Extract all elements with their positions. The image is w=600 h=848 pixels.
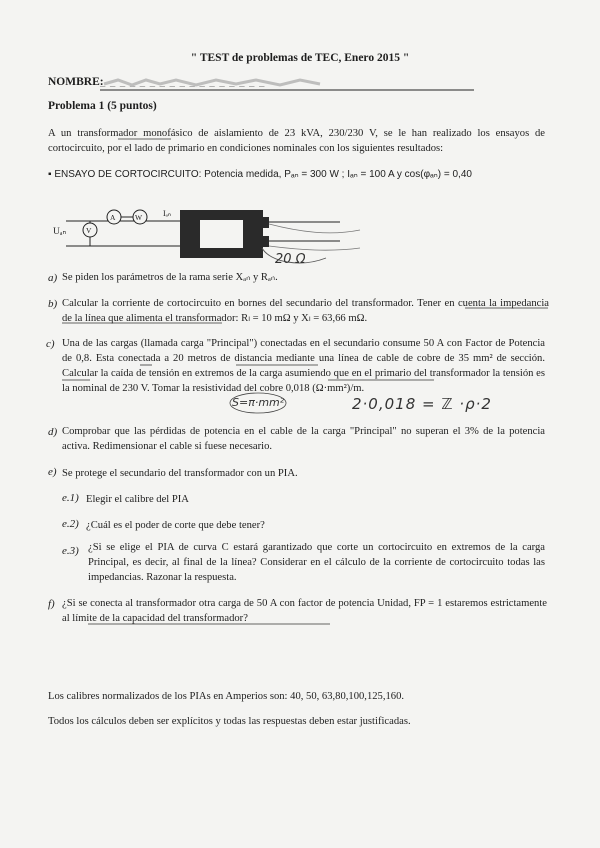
item-e3-marker: e.3) (62, 545, 79, 557)
handwritten-formula: 2·0,018 = ℤ ·ρ·2 (352, 395, 492, 413)
item-b-marker: b) (48, 298, 58, 310)
name-redacted: _ _ _ _ _ _ _ _ _ _ _ _ _ _ _ _ _ (100, 77, 266, 88)
short-circuit-test-result: ▪ ENSAYO DE CORTOCIRCUITO: Potencia medida, Pₐₙ = 300 W ; Iₐₙ = 100 A y cos(φₐₙ) = 0,40 (48, 169, 472, 180)
item-d-text: Comprobar que las pérdidas de potencia en el cable de la carga "Principal" no superan el 3% de la potencia activa. Redimensionar el cable si fuese necesario. (62, 426, 545, 452)
item-b-text: Calcular la corriente de cortocircuito en bornes del secundario del transformador. Tener en cuenta la impedancia de la línea que alimenta el transformador: Rₗ = 10 mΩ y Xₗ = 63,66 mΩ. (62, 298, 549, 324)
justification-note: Todos los cálculos deben ser explícitos y todas las respuestas deben estar justificadas. (48, 716, 411, 727)
item-f-text: ¿Si se conecta al transformador otra carga de 50 A con factor de potencia Unidad, FP = 1 estaremos estrictamente al límite de la capacidad del transformador? (62, 598, 547, 624)
item-f-marker: f) (48, 598, 55, 610)
item-e1-marker: e.1) (62, 492, 79, 504)
source-voltage-label: Uₐₙ (53, 227, 67, 237)
handwritten-section-note: S=π·mm² (232, 396, 285, 409)
item-e1-text: Elegir el calibre del PIA (86, 494, 189, 505)
item-e2-text: ¿Cuál es el poder de corte que debe tener? (86, 520, 265, 531)
ammeter-label: A (110, 213, 116, 222)
hand-circle-note (230, 393, 286, 413)
wattmeter-label: W (135, 213, 143, 222)
problem-intro: A un transformador monofásico de aislamiento de 23 kVA, 230/230 V, se le han realizado los ensayos de cortocircuito, por el lado de primario en condiciones nominales con los siguientes resultados: (48, 128, 545, 154)
name-label: NOMBRE: (48, 76, 104, 88)
exam-title: " TEST de problemas de TEC, Enero 2015 " (190, 52, 410, 64)
item-a-text: Se piden los parámetros de la rama serie Xₐₙ y Rₐₙ. (62, 272, 278, 283)
item-c-marker: c) (46, 338, 55, 350)
voltmeter-label: V (86, 226, 92, 235)
item-e3-text: ¿Si se elige el PIA de curva C estará garantizado que corte un cortocircuito en extremos de la carga Principal, es decir, al final de la línea? Considerar en el cálculo de la corriente de cortocircuito todas las impedancias. Razonar la respuesta. (88, 542, 545, 583)
problem-heading: Problema 1 (5 puntos) (48, 100, 157, 112)
handwritten-20-ohm: 20 Ω (275, 252, 306, 267)
pia-calibres-note: Los calibres normalizados de los PIAs en Amperios son: 40, 50, 63,80,100,125,160. (48, 691, 405, 702)
item-d-marker: d) (48, 426, 58, 438)
item-e2-marker: e.2) (62, 518, 79, 530)
item-e-text: Se protege el secundario del transformador con un PIA. (62, 468, 298, 479)
item-a-marker: a) (48, 272, 58, 284)
item-c-text: Una de las cargas (llamada carga "Principal") conectadas en el secundario consume 50 A con Factor de Potencia de 0,8. Esta conectada a 20 metros de distancia mediante una línea de cable de cobre de 35 mm² de sección. Calcular la caída de tensión en extremos de la carga asumiendo que en el primario del transformador la tensión es la nominal de 230 V. Tomar la resistividad del cobre 0,018 (Ω·mm²)/m. (62, 338, 545, 394)
item-e-marker: e) (48, 466, 57, 478)
current-label: Iₐₙ (163, 209, 172, 218)
